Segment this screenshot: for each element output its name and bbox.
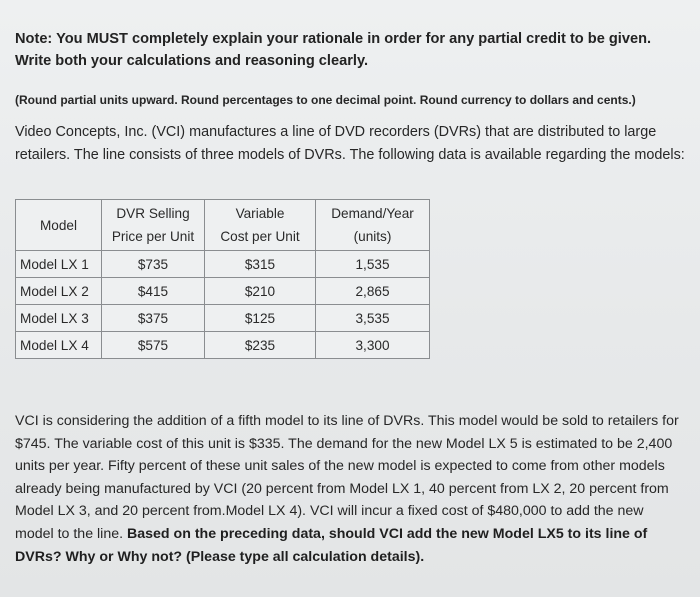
cell-demand: 3,535 — [316, 305, 430, 332]
cell-model: Model LX 3 — [16, 305, 102, 332]
table-row — [16, 332, 430, 359]
header-variable-cost: Variable Cost per Unit — [205, 200, 316, 251]
cell-demand: 1,535 — [316, 251, 430, 278]
cell-demand: 2,865 — [316, 278, 430, 305]
cell-cost: $125 — [205, 305, 316, 332]
header-selling-price: DVR Selling Price per Unit — [102, 200, 205, 251]
cell-cost: $315 — [205, 251, 316, 278]
table-row — [16, 305, 430, 332]
cell-model: Model LX 2 — [16, 278, 102, 305]
cell-price: $575 — [102, 332, 205, 359]
cell-model: Model LX 1 — [16, 251, 102, 278]
new-model-scenario — [15, 410, 685, 568]
table-header-row — [16, 200, 430, 251]
cell-cost: $210 — [205, 278, 316, 305]
cell-model: Model LX 4 — [16, 332, 102, 359]
cell-price: $375 — [102, 305, 205, 332]
instructions-note: Note: You MUST completely explain your rationale in order for any partial credit to be given. Write both your calculations and reasoning clearly. — [15, 31, 652, 69]
cell-cost: $235 — [205, 332, 316, 359]
cell-demand: 3,300 — [316, 332, 430, 359]
table-row — [16, 278, 430, 305]
rounding-instructions: (Round partial units upward. Round percentages to one decimal point. Round currency to dollars and cents.) — [15, 93, 636, 107]
problem-intro: Video Concepts, Inc. (VCI) manufactures a line of DVD recorders (DVRs) that are distributed to large retailers. The line consists of three models of DVRs. The following data is available regarding the models: — [15, 124, 685, 163]
dvr-models-table — [15, 199, 430, 359]
header-model: Model — [16, 200, 102, 251]
scenario-instruction: (Please type all calculation details). — [186, 548, 425, 565]
scenario-question: Based on the preceding data, should VCI add the new Model LX5 to its line of DVRs? Why or Why not? — [15, 525, 648, 565]
table-row — [16, 251, 430, 278]
cell-price: $735 — [102, 251, 205, 278]
scenario-text: VCI is considering the addition of a fifth model to its line of DVRs. This model would be sold to retailers for $745. The variable cost of this unit is $335. The demand for the new Model LX 5 is estimated to be 2,400 units per year. Fifty percent of these unit sales of the new model is expected to come from other models already being manufactured by VCI (20 percent from Model LX 1, 40 percent from LX 2, 20 percent from Model LX 3, and 20 percent from.Model LX 4). VCI will incur a fixed cost of $480,000 to add the new model to the line. — [15, 413, 679, 542]
header-demand: Demand/Year (units) — [316, 200, 430, 251]
cell-price: $415 — [102, 278, 205, 305]
